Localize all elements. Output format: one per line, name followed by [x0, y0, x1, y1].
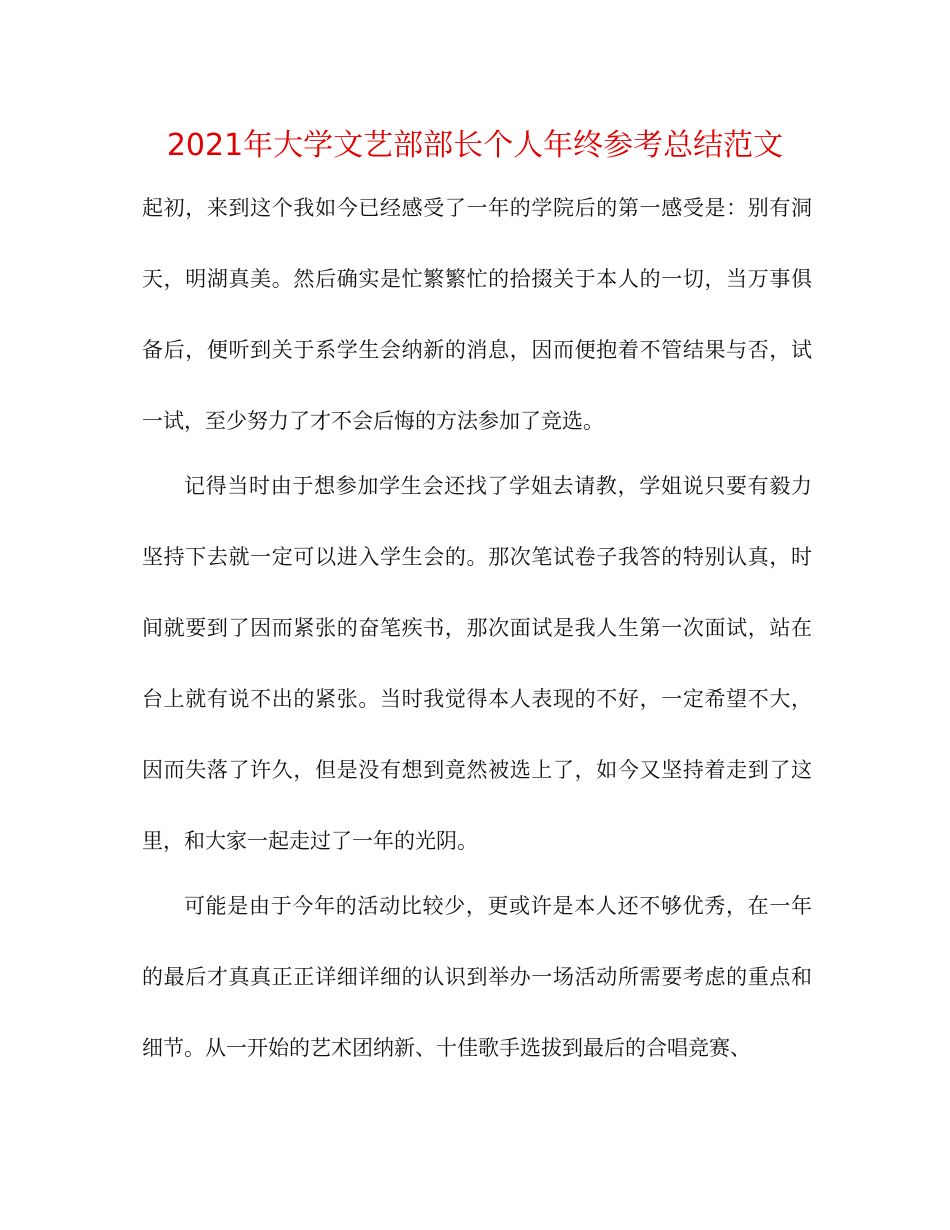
- document-title: 2021年大学文艺部部长个人年终参考总结范文: [166, 128, 784, 163]
- paragraph-3: 可能是由于今年的活动比较少，更或许是本人还不够优秀，在一年的最后才真真正正详细详细的认识到举办一场活动所需要考虑的重点和细节。从一开始的艺术团纳新、十佳歌手选拔到最后的合唱竞赛、: [142, 894, 812, 1060]
- paragraph-1: 起初，来到这个我如今已经感受了一年的学院后的第一感受是：别有洞天，明湖真美。然后确实是忙繁繁忙的拾掇关于本人的一切，当万事俱备后，便听到关于系学生会纳新的消息，因而便抱着不管结果与否，试一试，至少努力了才不会后悔的方法参加了竞选。: [142, 196, 812, 433]
- paragraph-2: 记得当时由于想参加学生会还找了学姐去请教，学姐说只要有毅力坚持下去就一定可以进入学生会的。那次笔试卷子我答的特别认真，时间就要到了因而紧张的奋笔疾书，那次面试是我人生第一次面试，站在台上就有说不出的紧张。当时我觉得本人表现的不好，一定希望不大，因而失落了许久，但是没有想到竟然被选上了，如今又坚持着走到了这里，和大家一起走过了一年的光阴。: [142, 474, 812, 853]
- document-body: [142, 173, 812, 1084]
